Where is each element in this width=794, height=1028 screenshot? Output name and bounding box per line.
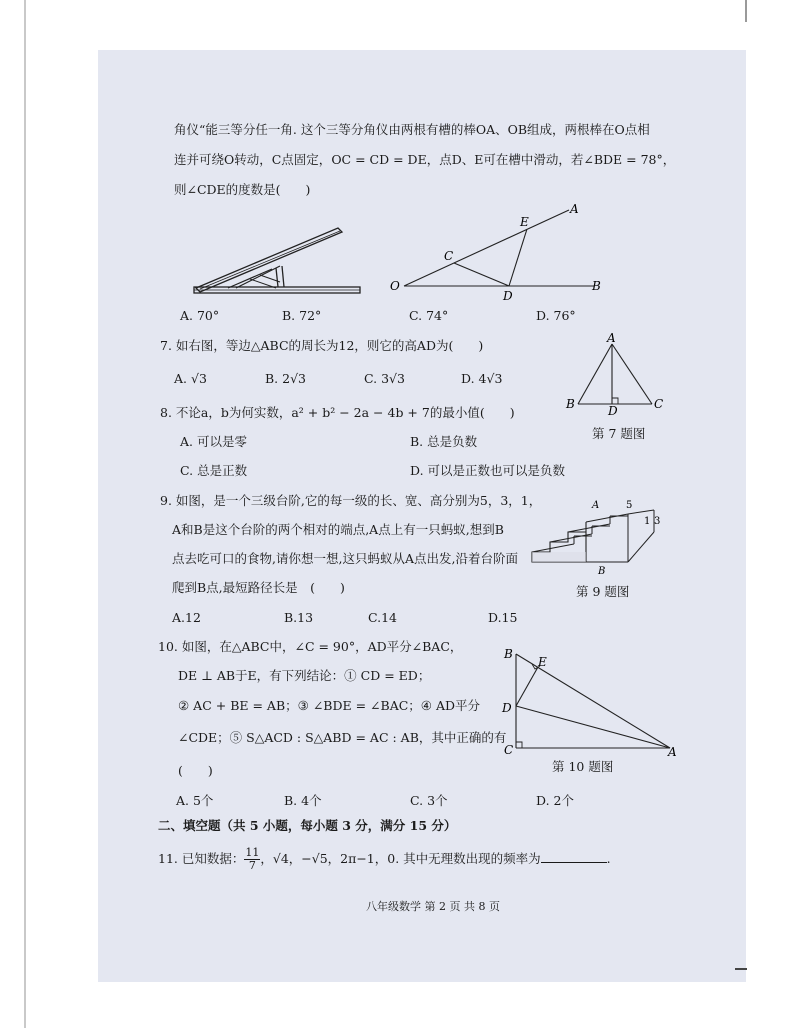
q7-label-c: C <box>654 397 664 411</box>
q10-label-a: A <box>668 745 677 759</box>
q9-option-a: A.12 <box>172 610 201 625</box>
q6-device-figure <box>190 222 365 302</box>
section2-heading: 二、填空题（共 5 小题，每小题 3 分，满分 15 分） <box>158 818 457 833</box>
q11-frac-den: 7 <box>248 859 256 872</box>
q11-answer-blank[interactable] <box>541 850 607 863</box>
q6-angle-figure <box>384 200 614 303</box>
q9-option-d: D.15 <box>488 610 518 625</box>
q7-label-b: B <box>566 397 575 411</box>
q7-option-d: D. 4√3 <box>461 371 503 386</box>
q10-caption: 第 10 题图 <box>552 759 614 774</box>
scan-edge-top <box>745 0 747 22</box>
q9-label-len: 5 <box>626 500 633 511</box>
q10-label-e: E <box>538 655 547 669</box>
q11-line <box>158 846 611 872</box>
q10-line1: 10. 如图，在△ABC中，∠C = 90°，AD平分∠BAC， <box>158 639 463 654</box>
q9-line2: A和B是这个台阶的两个相对的端点,A点上有一只蚂蚁,想到B <box>172 522 504 537</box>
q6-label-c: C <box>444 249 454 263</box>
q9-stairs-figure <box>528 496 668 576</box>
q9-caption: 第 9 题图 <box>576 584 630 599</box>
q6-line3: 则∠CDE的度数是( ) <box>174 182 311 197</box>
q10-option-c: C. 3个 <box>410 793 448 808</box>
page-footer: 八年级数学 第 2 页 共 8 页 <box>366 900 500 913</box>
q9-option-b: B.13 <box>284 610 314 625</box>
q8-option-d: D. 可以是正数也可以是负数 <box>410 463 566 478</box>
q6-option-d: D. 76° <box>536 308 576 323</box>
q7-label-a: A <box>607 331 616 345</box>
q11-rest: ，√4，−√5，2π−1，0. 其中无理数出现的频率为 <box>260 851 541 866</box>
q10-option-b: B. 4个 <box>284 793 322 808</box>
q8-option-b: B. 总是负数 <box>410 434 478 449</box>
q9-option-c: C.14 <box>368 610 397 625</box>
q9-label-h: 1 <box>644 516 651 527</box>
q6-label-o: O <box>390 279 400 293</box>
q9-line1: 9. 如图，是一个三级台阶,它的每一级的长、宽、高分别为5，3，1， <box>160 493 542 508</box>
q9-label-w: 3 <box>654 516 661 527</box>
q6-label-b: B <box>592 279 601 293</box>
q6-option-a: A. 70° <box>180 308 220 323</box>
q7-caption: 第 7 题图 <box>592 426 646 441</box>
q10-line3: ② AC + BE = AB；③ ∠BDE = ∠BAC；④ AD平分 <box>178 698 481 713</box>
q11-end: . <box>606 851 611 866</box>
q6-line2: 连并可绕O转动，C点固定，OC = CD = DE，点D、E可在槽中滑动，若∠BDE = 78°， <box>174 152 676 167</box>
q10-label-d: D <box>502 701 512 715</box>
q6-label-a: A <box>570 202 579 216</box>
q7-stem: 7. 如右图，等边△ABC的周长为12，则它的高AD为( ) <box>160 338 484 353</box>
q9-label-b: B <box>598 566 606 577</box>
q6-option-b: B. 72° <box>282 308 322 323</box>
q10-triangle-figure <box>498 646 684 760</box>
scan-edge-mark <box>735 968 747 970</box>
scan-edge-left <box>24 0 26 1028</box>
q10-label-c: C <box>504 743 514 757</box>
q7-triangle-figure <box>566 331 666 418</box>
q11-frac-num: 11 <box>245 846 260 859</box>
q10-label-b: B <box>504 647 513 661</box>
q10-option-d: D. 2个 <box>536 793 574 808</box>
q6-line1: 角仪“能三等分任一角. 这个三等分角仪由两根有槽的棒OA、OB组成，两根棒在O点相 <box>174 122 650 137</box>
q11-prefix: 11. 已知数据： <box>158 851 245 866</box>
q8-option-a: A. 可以是零 <box>180 434 247 449</box>
q9-label-a: A <box>592 500 600 511</box>
q7-option-b: B. 2√3 <box>265 371 307 386</box>
q8-stem: 8. 不论a，b为何实数，a² + b² − 2a − 4b + 7的最小值( ) <box>160 405 515 420</box>
q9-line3: 点去吃可口的食物,请你想一想,这只蚂蚁从A点出发,沿着台阶面 <box>172 551 518 566</box>
q11-fraction <box>244 847 260 872</box>
q6-label-d: D <box>503 289 513 303</box>
q6-option-c: C. 74° <box>409 308 449 323</box>
q8-option-c: C. 总是正数 <box>180 463 248 478</box>
q10-line4: ∠CDE；⑤ S△ACD : S△ABD = AC : AB，其中正确的有 <box>178 730 507 745</box>
q9-line4: 爬到B点,最短路径长是 ( ) <box>172 580 345 595</box>
q7-option-c: C. 3√3 <box>364 371 405 386</box>
q7-option-a: A. √3 <box>174 371 207 386</box>
q10-line5: ( ) <box>178 763 213 778</box>
q10-option-a: A. 5个 <box>176 793 214 808</box>
q6-label-e: E <box>520 215 529 229</box>
q10-line2: DE ⊥ AB于E，有下列结论：① CD = ED； <box>178 668 431 683</box>
q7-label-d: D <box>608 404 618 418</box>
